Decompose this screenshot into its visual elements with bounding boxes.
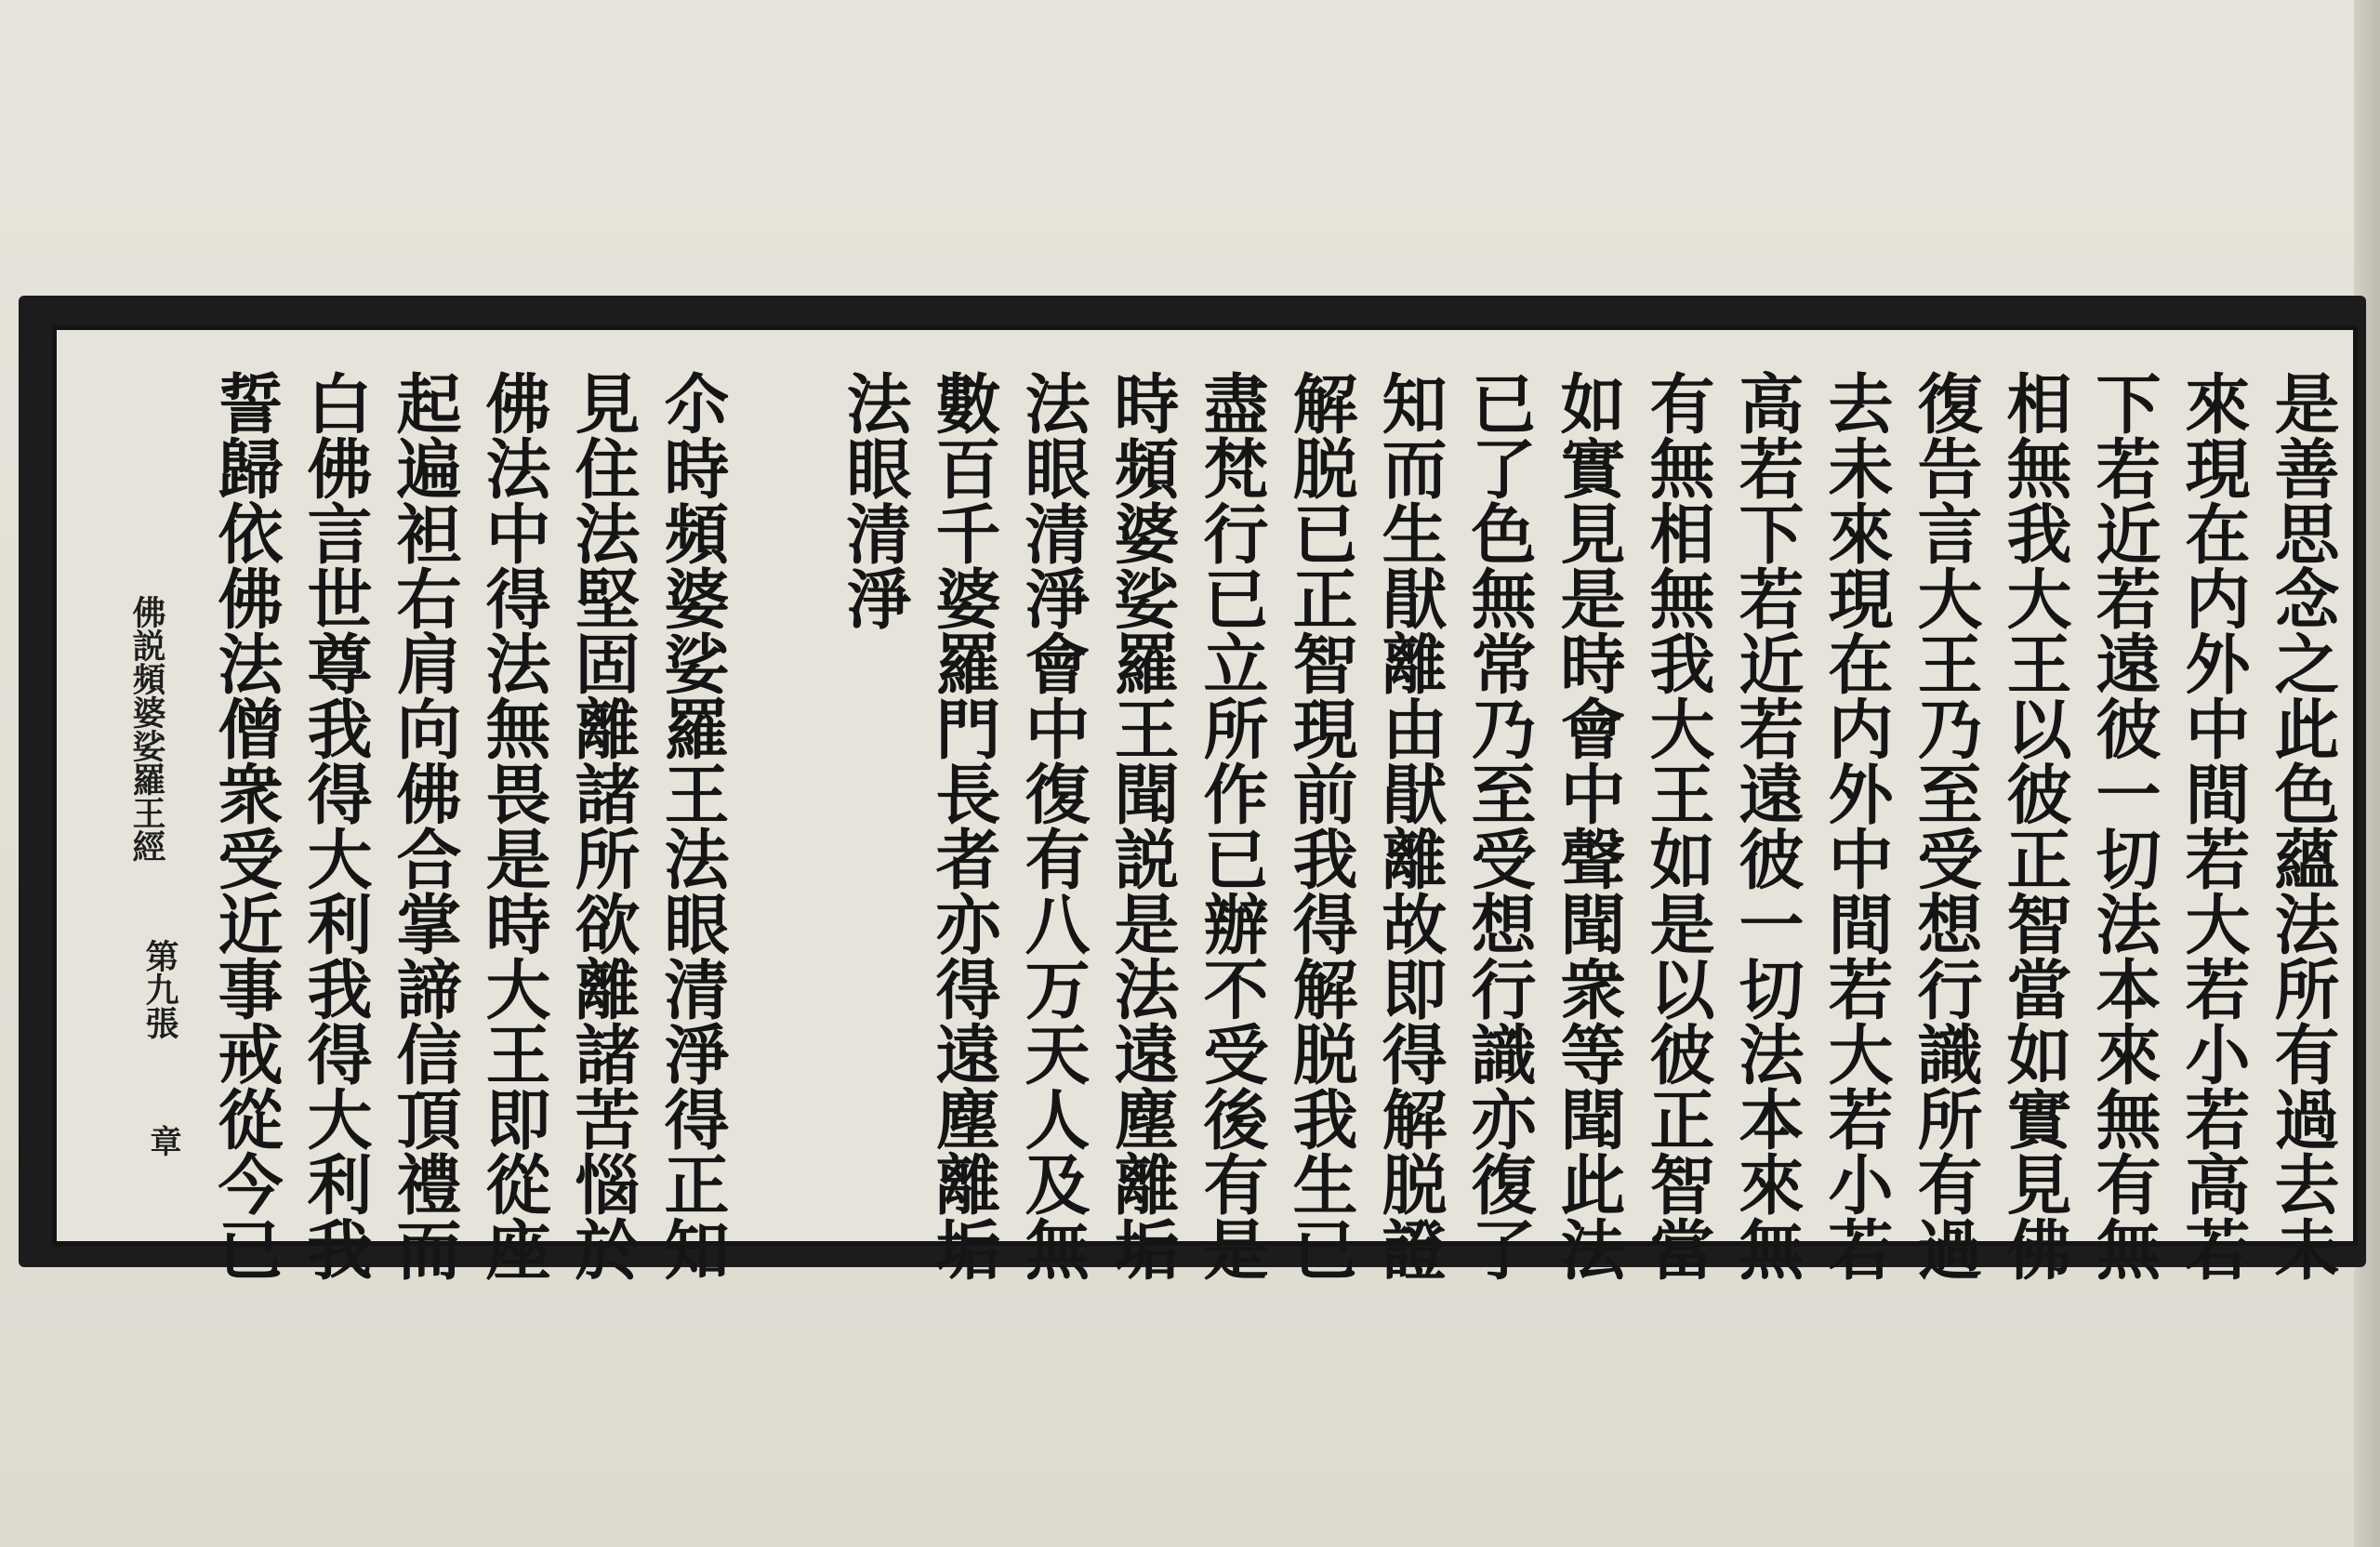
text-column-4: 相無我大王以彼正智當如實見佛 (1996, 370, 2073, 1281)
text-column-9: 如實見是時會中聲聞衆等聞此法 (1550, 370, 1627, 1281)
text-column-20: 佛法中得法無畏是時大王即從座 (475, 370, 552, 1281)
text-column-1: 是善思念之此色蘊法所有過去未 (2264, 370, 2341, 1281)
text-column-6: 去未來現在内外中間若大若小若 (1818, 370, 1895, 1281)
text-column-5: 復告言大王乃至受想行識所有過 (1907, 370, 1984, 1281)
text-column-7: 高若下若近若遠彼一切法本來無 (1728, 370, 1805, 1281)
margin-page-number: 第九張 (140, 939, 179, 1039)
text-column-11: 知而生猒離由猒離故即得解脱證 (1371, 370, 1448, 1281)
text-column-21: 起遍袒右肩向佛合掌諦信頂禮而 (386, 370, 463, 1281)
text-column-18: 尒時頻婆娑羅王法眼清淨得正知 (654, 370, 731, 1281)
text-column-14: 時頻婆娑羅王聞説是法遠塵離垢 (1104, 370, 1181, 1281)
text-column-17: 法眼清淨 (836, 370, 913, 630)
text-column-19: 見住法堅固離諸所欲離諸苦惱於 (564, 370, 641, 1281)
text-column-23: 誓歸依佛法僧衆受近事戒從今已 (207, 370, 284, 1281)
margin-sutra-title: 佛説頻婆娑羅王經 (127, 595, 166, 863)
text-column-10: 已了色無常乃至受想行識亦復了 (1461, 370, 1538, 1281)
text-column-13: 盡梵行已立所作已辦不受後有是 (1193, 370, 1270, 1281)
text-column-16: 數百千婆羅門長者亦得遠塵離垢 (925, 370, 1002, 1281)
text-column-2: 來現在内外中間若大若小若高若 (2175, 370, 2252, 1281)
margin-carver-mark: 章 (144, 1125, 181, 1157)
text-column-15: 法眼清淨會中復有八万天人及無 (1014, 370, 1091, 1281)
text-column-8: 有無相無我大王如是以彼正智當 (1639, 370, 1716, 1281)
text-column-3: 下若近若遠彼一切法本來無有無 (2085, 370, 2162, 1281)
text-column-22: 白佛言世尊我得大利我得大利我 (297, 370, 374, 1281)
text-column-12: 解脱已正智現前我得解脱我生已 (1282, 370, 1359, 1281)
